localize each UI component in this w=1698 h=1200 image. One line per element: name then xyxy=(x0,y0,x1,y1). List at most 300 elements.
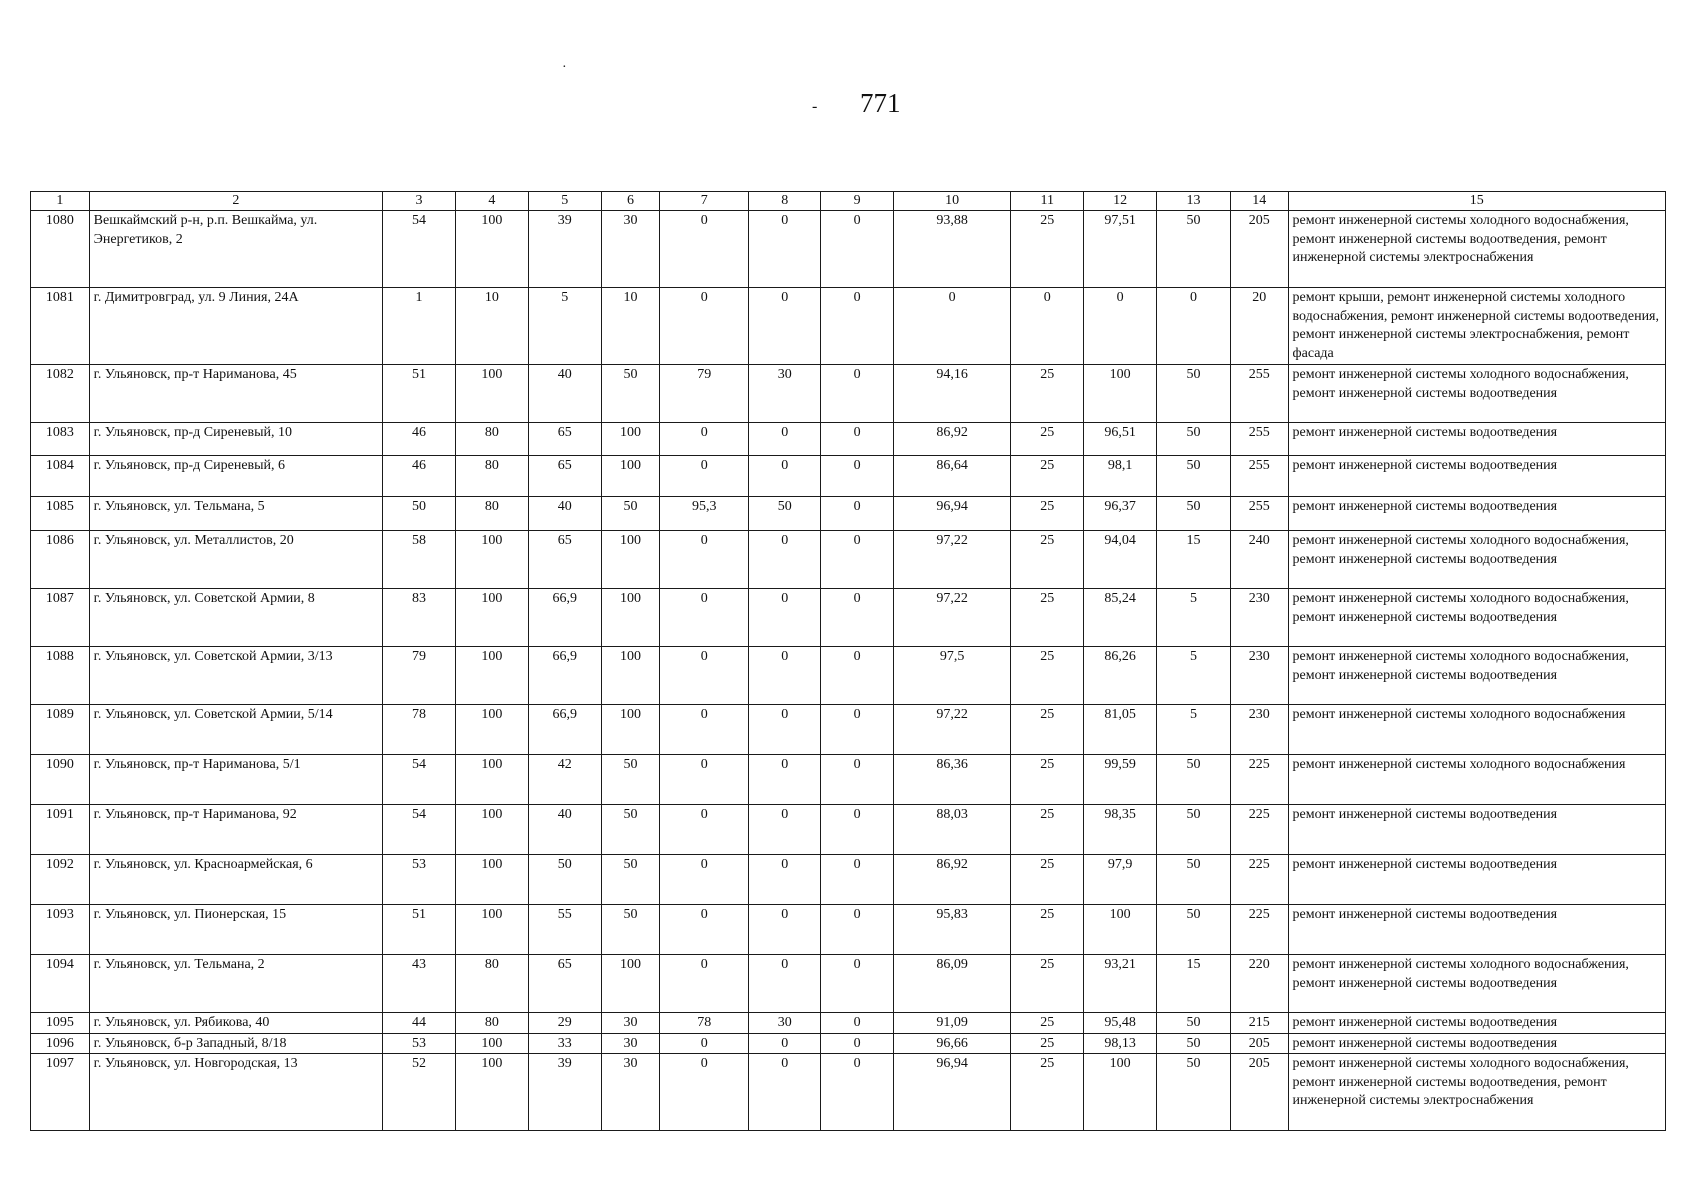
value-cell: 225 xyxy=(1230,855,1288,905)
row-number: 1086 xyxy=(31,531,90,589)
works-cell: ремонт инженерной системы водоотведения xyxy=(1288,1013,1665,1034)
value-cell: 0 xyxy=(821,456,894,497)
header-cell: 10 xyxy=(893,192,1010,211)
value-cell: 0 xyxy=(660,211,749,288)
row-number: 1091 xyxy=(31,805,90,855)
value-cell: 30 xyxy=(749,365,821,423)
value-cell: 39 xyxy=(528,211,601,288)
value-cell: 0 xyxy=(821,955,894,1013)
table-row xyxy=(31,288,1666,365)
value-cell: 0 xyxy=(749,423,821,456)
value-cell: 50 xyxy=(1157,1054,1231,1131)
header-cell: 9 xyxy=(821,192,894,211)
value-cell: 79 xyxy=(383,647,456,705)
address-cell: г. Ульяновск, ул. Металлистов, 20 xyxy=(89,531,382,589)
value-cell: 97,9 xyxy=(1084,855,1157,905)
value-cell: 53 xyxy=(383,855,456,905)
value-cell: 205 xyxy=(1230,1054,1288,1131)
value-cell: 0 xyxy=(821,1054,894,1131)
value-cell: 25 xyxy=(1011,647,1084,705)
value-cell: 83 xyxy=(383,589,456,647)
value-cell: 5 xyxy=(1157,589,1231,647)
header-cell: 8 xyxy=(749,192,821,211)
works-cell: ремонт инженерной системы холодного водоснабжения, ремонт инженерной системы водоотведения, ремонт инженерной системы электроснабжения xyxy=(1288,1054,1665,1131)
value-cell: 97,22 xyxy=(893,531,1010,589)
value-cell: 0 xyxy=(749,1054,821,1131)
value-cell: 225 xyxy=(1230,905,1288,955)
value-cell: 0 xyxy=(660,855,749,905)
value-cell: 25 xyxy=(1011,855,1084,905)
scan-speck: · xyxy=(562,60,567,75)
value-cell: 0 xyxy=(821,855,894,905)
value-cell: 0 xyxy=(821,905,894,955)
value-cell: 0 xyxy=(821,755,894,805)
value-cell: 20 xyxy=(1230,288,1288,365)
header-cell: 1 xyxy=(31,192,90,211)
row-number: 1082 xyxy=(31,365,90,423)
address-cell: г. Ульяновск, ул. Советской Армии, 3/13 xyxy=(89,647,382,705)
address-cell: г. Димитровград, ул. 9 Линия, 24А xyxy=(89,288,382,365)
value-cell: 25 xyxy=(1011,705,1084,755)
header-cell: 5 xyxy=(528,192,601,211)
works-cell: ремонт инженерной системы водоотведения xyxy=(1288,855,1665,905)
value-cell: 0 xyxy=(749,855,821,905)
table-row xyxy=(31,1033,1666,1054)
table-row xyxy=(31,365,1666,423)
table-row xyxy=(31,1054,1666,1131)
value-cell: 46 xyxy=(383,423,456,456)
value-cell: 0 xyxy=(1157,288,1231,365)
value-cell: 25 xyxy=(1011,1054,1084,1131)
value-cell: 55 xyxy=(528,905,601,955)
value-cell: 0 xyxy=(821,589,894,647)
value-cell: 65 xyxy=(528,456,601,497)
value-cell: 95,48 xyxy=(1084,1013,1157,1034)
works-cell: ремонт инженерной системы водоотведения xyxy=(1288,423,1665,456)
table-row xyxy=(31,905,1666,955)
value-cell: 54 xyxy=(383,755,456,805)
value-cell: 0 xyxy=(821,423,894,456)
value-cell: 255 xyxy=(1230,423,1288,456)
value-cell: 100 xyxy=(601,456,660,497)
value-cell: 0 xyxy=(660,423,749,456)
value-cell: 255 xyxy=(1230,497,1288,531)
value-cell: 93,21 xyxy=(1084,955,1157,1013)
row-number: 1089 xyxy=(31,705,90,755)
address-cell: г. Ульяновск, б-р Западный, 8/18 xyxy=(89,1033,382,1054)
address-cell: г. Ульяновск, ул. Советской Армии, 5/14 xyxy=(89,705,382,755)
value-cell: 0 xyxy=(821,705,894,755)
value-cell: 98,35 xyxy=(1084,805,1157,855)
value-cell: 0 xyxy=(1084,288,1157,365)
value-cell: 50 xyxy=(1157,497,1231,531)
value-cell: 98,13 xyxy=(1084,1033,1157,1054)
value-cell: 100 xyxy=(455,1033,528,1054)
works-cell: ремонт инженерной системы холодного водоснабжения, ремонт инженерной системы водоотведения, ремонт инженерной системы электроснабжения xyxy=(1288,211,1665,288)
value-cell: 80 xyxy=(455,423,528,456)
value-cell: 50 xyxy=(1157,1013,1231,1034)
value-cell: 66,9 xyxy=(528,647,601,705)
table-row xyxy=(31,497,1666,531)
value-cell: 54 xyxy=(383,805,456,855)
table-row xyxy=(31,531,1666,589)
address-cell: Вешкаймский р-н, р.п. Вешкайма, ул. Энергетиков, 2 xyxy=(89,211,382,288)
table-row xyxy=(31,589,1666,647)
value-cell: 0 xyxy=(660,1054,749,1131)
table-row xyxy=(31,423,1666,456)
address-cell: г. Ульяновск, пр-д Сиреневый, 10 xyxy=(89,423,382,456)
value-cell: 100 xyxy=(455,589,528,647)
header-cell: 15 xyxy=(1288,192,1665,211)
table-row xyxy=(31,955,1666,1013)
works-cell: ремонт инженерной системы холодного водоснабжения, ремонт инженерной системы водоотведения xyxy=(1288,589,1665,647)
works-cell: ремонт инженерной системы холодного водоснабжения xyxy=(1288,755,1665,805)
value-cell: 0 xyxy=(749,955,821,1013)
value-cell: 240 xyxy=(1230,531,1288,589)
value-cell: 50 xyxy=(1157,905,1231,955)
value-cell: 65 xyxy=(528,423,601,456)
value-cell: 50 xyxy=(383,497,456,531)
value-cell: 0 xyxy=(660,531,749,589)
value-cell: 0 xyxy=(660,456,749,497)
value-cell: 255 xyxy=(1230,456,1288,497)
value-cell: 25 xyxy=(1011,211,1084,288)
value-cell: 0 xyxy=(660,589,749,647)
value-cell: 91,09 xyxy=(893,1013,1010,1034)
value-cell: 66,9 xyxy=(528,589,601,647)
value-cell: 15 xyxy=(1157,955,1231,1013)
address-cell: г. Ульяновск, пр-д Сиреневый, 6 xyxy=(89,456,382,497)
value-cell: 46 xyxy=(383,456,456,497)
address-cell: г. Ульяновск, ул. Рябикова, 40 xyxy=(89,1013,382,1034)
value-cell: 50 xyxy=(601,905,660,955)
value-cell: 88,03 xyxy=(893,805,1010,855)
address-cell: г. Ульяновск, пр-т Нариманова, 92 xyxy=(89,805,382,855)
address-cell: г. Ульяновск, ул. Красноармейская, 6 xyxy=(89,855,382,905)
row-number: 1092 xyxy=(31,855,90,905)
value-cell: 58 xyxy=(383,531,456,589)
header-cell: 7 xyxy=(660,192,749,211)
table-row xyxy=(31,805,1666,855)
value-cell: 86,64 xyxy=(893,456,1010,497)
scan-dash: - xyxy=(812,98,818,115)
value-cell: 30 xyxy=(601,211,660,288)
value-cell: 230 xyxy=(1230,589,1288,647)
value-cell: 0 xyxy=(1011,288,1084,365)
value-cell: 97,51 xyxy=(1084,211,1157,288)
value-cell: 10 xyxy=(455,288,528,365)
table-row xyxy=(31,1013,1666,1034)
value-cell: 80 xyxy=(455,497,528,531)
value-cell: 220 xyxy=(1230,955,1288,1013)
value-cell: 50 xyxy=(528,855,601,905)
value-cell: 50 xyxy=(601,755,660,805)
value-cell: 96,94 xyxy=(893,497,1010,531)
value-cell: 50 xyxy=(601,365,660,423)
value-cell: 0 xyxy=(660,705,749,755)
value-cell: 0 xyxy=(749,589,821,647)
address-cell: г. Ульяновск, ул. Советской Армии, 8 xyxy=(89,589,382,647)
value-cell: 29 xyxy=(528,1013,601,1034)
value-cell: 0 xyxy=(821,497,894,531)
value-cell: 97,22 xyxy=(893,705,1010,755)
value-cell: 100 xyxy=(601,531,660,589)
value-cell: 0 xyxy=(821,1013,894,1034)
value-cell: 230 xyxy=(1230,647,1288,705)
value-cell: 25 xyxy=(1011,589,1084,647)
value-cell: 100 xyxy=(1084,365,1157,423)
value-cell: 25 xyxy=(1011,755,1084,805)
value-cell: 25 xyxy=(1011,365,1084,423)
value-cell: 50 xyxy=(1157,211,1231,288)
value-cell: 54 xyxy=(383,211,456,288)
value-cell: 0 xyxy=(893,288,1010,365)
value-cell: 0 xyxy=(749,905,821,955)
value-cell: 225 xyxy=(1230,805,1288,855)
value-cell: 100 xyxy=(455,531,528,589)
works-cell: ремонт инженерной системы холодного водоснабжения, ремонт инженерной системы водоотведения xyxy=(1288,531,1665,589)
value-cell: 95,83 xyxy=(893,905,1010,955)
value-cell: 100 xyxy=(455,755,528,805)
row-number: 1094 xyxy=(31,955,90,1013)
value-cell: 255 xyxy=(1230,365,1288,423)
table-row xyxy=(31,211,1666,288)
value-cell: 79 xyxy=(660,365,749,423)
value-cell: 100 xyxy=(455,647,528,705)
value-cell: 86,36 xyxy=(893,755,1010,805)
value-cell: 25 xyxy=(1011,456,1084,497)
value-cell: 205 xyxy=(1230,211,1288,288)
value-cell: 33 xyxy=(528,1033,601,1054)
works-cell: ремонт крыши, ремонт инженерной системы холодного водоснабжения, ремонт инженерной системы водоотведения, ремонт инженерной системы электроснабжения, ремонт фасада xyxy=(1288,288,1665,365)
address-cell: г. Ульяновск, ул. Тельмана, 2 xyxy=(89,955,382,1013)
value-cell: 51 xyxy=(383,905,456,955)
value-cell: 0 xyxy=(749,1033,821,1054)
value-cell: 100 xyxy=(601,705,660,755)
address-cell: г. Ульяновск, ул. Новгородская, 13 xyxy=(89,1054,382,1131)
value-cell: 1 xyxy=(383,288,456,365)
row-number: 1096 xyxy=(31,1033,90,1054)
row-number: 1085 xyxy=(31,497,90,531)
address-cell: г. Ульяновск, ул. Тельмана, 5 xyxy=(89,497,382,531)
value-cell: 100 xyxy=(455,905,528,955)
value-cell: 95,3 xyxy=(660,497,749,531)
value-cell: 50 xyxy=(1157,805,1231,855)
value-cell: 78 xyxy=(660,1013,749,1034)
table-row xyxy=(31,855,1666,905)
value-cell: 100 xyxy=(455,805,528,855)
value-cell: 100 xyxy=(455,855,528,905)
table-row xyxy=(31,755,1666,805)
value-cell: 25 xyxy=(1011,497,1084,531)
value-cell: 65 xyxy=(528,531,601,589)
value-cell: 50 xyxy=(749,497,821,531)
header-row xyxy=(31,192,1666,211)
value-cell: 86,92 xyxy=(893,423,1010,456)
value-cell: 215 xyxy=(1230,1013,1288,1034)
value-cell: 94,16 xyxy=(893,365,1010,423)
value-cell: 0 xyxy=(660,755,749,805)
value-cell: 50 xyxy=(601,855,660,905)
value-cell: 40 xyxy=(528,805,601,855)
value-cell: 50 xyxy=(1157,855,1231,905)
header-cell: 13 xyxy=(1157,192,1231,211)
value-cell: 42 xyxy=(528,755,601,805)
value-cell: 80 xyxy=(455,955,528,1013)
value-cell: 40 xyxy=(528,497,601,531)
works-cell: ремонт инженерной системы холодного водоснабжения xyxy=(1288,705,1665,755)
value-cell: 100 xyxy=(601,589,660,647)
value-cell: 0 xyxy=(749,647,821,705)
value-cell: 5 xyxy=(1157,705,1231,755)
value-cell: 53 xyxy=(383,1033,456,1054)
header-cell: 12 xyxy=(1084,192,1157,211)
value-cell: 93,88 xyxy=(893,211,1010,288)
row-number: 1088 xyxy=(31,647,90,705)
value-cell: 0 xyxy=(660,647,749,705)
row-number: 1084 xyxy=(31,456,90,497)
value-cell: 0 xyxy=(821,365,894,423)
works-cell: ремонт инженерной системы водоотведения xyxy=(1288,905,1665,955)
value-cell: 0 xyxy=(821,805,894,855)
value-cell: 100 xyxy=(1084,1054,1157,1131)
header-cell: 6 xyxy=(601,192,660,211)
row-number: 1087 xyxy=(31,589,90,647)
value-cell: 30 xyxy=(749,1013,821,1034)
row-number: 1090 xyxy=(31,755,90,805)
value-cell: 80 xyxy=(455,456,528,497)
header-cell: 2 xyxy=(89,192,382,211)
value-cell: 65 xyxy=(528,955,601,1013)
value-cell: 0 xyxy=(749,805,821,855)
value-cell: 100 xyxy=(601,423,660,456)
data-table xyxy=(30,191,1666,1131)
value-cell: 96,94 xyxy=(893,1054,1010,1131)
value-cell: 40 xyxy=(528,365,601,423)
address-cell: г. Ульяновск, ул. Пионерская, 15 xyxy=(89,905,382,955)
value-cell: 0 xyxy=(660,288,749,365)
value-cell: 50 xyxy=(1157,456,1231,497)
value-cell: 97,22 xyxy=(893,589,1010,647)
row-number: 1080 xyxy=(31,211,90,288)
value-cell: 0 xyxy=(660,1033,749,1054)
value-cell: 15 xyxy=(1157,531,1231,589)
value-cell: 81,05 xyxy=(1084,705,1157,755)
value-cell: 25 xyxy=(1011,955,1084,1013)
value-cell: 25 xyxy=(1011,1013,1084,1034)
value-cell: 0 xyxy=(821,288,894,365)
value-cell: 0 xyxy=(749,288,821,365)
value-cell: 85,24 xyxy=(1084,589,1157,647)
value-cell: 96,66 xyxy=(893,1033,1010,1054)
header-cell: 3 xyxy=(383,192,456,211)
value-cell: 100 xyxy=(455,211,528,288)
table-row xyxy=(31,456,1666,497)
value-cell: 0 xyxy=(749,456,821,497)
value-cell: 100 xyxy=(601,955,660,1013)
works-cell: ремонт инженерной системы водоотведения xyxy=(1288,497,1665,531)
value-cell: 0 xyxy=(821,1033,894,1054)
value-cell: 0 xyxy=(749,211,821,288)
value-cell: 98,1 xyxy=(1084,456,1157,497)
value-cell: 99,59 xyxy=(1084,755,1157,805)
address-cell: г. Ульяновск, пр-т Нариманова, 45 xyxy=(89,365,382,423)
value-cell: 100 xyxy=(601,647,660,705)
value-cell: 50 xyxy=(1157,755,1231,805)
value-cell: 51 xyxy=(383,365,456,423)
value-cell: 78 xyxy=(383,705,456,755)
value-cell: 80 xyxy=(455,1013,528,1034)
works-cell: ремонт инженерной системы водоотведения xyxy=(1288,456,1665,497)
value-cell: 100 xyxy=(455,705,528,755)
value-cell: 0 xyxy=(821,531,894,589)
value-cell: 25 xyxy=(1011,531,1084,589)
value-cell: 0 xyxy=(821,211,894,288)
value-cell: 0 xyxy=(660,805,749,855)
header-cell: 14 xyxy=(1230,192,1288,211)
value-cell: 25 xyxy=(1011,805,1084,855)
value-cell: 225 xyxy=(1230,755,1288,805)
value-cell: 5 xyxy=(1157,647,1231,705)
value-cell: 86,26 xyxy=(1084,647,1157,705)
value-cell: 44 xyxy=(383,1013,456,1034)
value-cell: 0 xyxy=(660,905,749,955)
value-cell: 5 xyxy=(528,288,601,365)
value-cell: 0 xyxy=(660,955,749,1013)
header-cell: 11 xyxy=(1011,192,1084,211)
value-cell: 30 xyxy=(601,1033,660,1054)
table-row xyxy=(31,647,1666,705)
value-cell: 66,9 xyxy=(528,705,601,755)
value-cell: 50 xyxy=(601,805,660,855)
row-number: 1097 xyxy=(31,1054,90,1131)
value-cell: 25 xyxy=(1011,905,1084,955)
table-row xyxy=(31,705,1666,755)
value-cell: 97,5 xyxy=(893,647,1010,705)
value-cell: 96,51 xyxy=(1084,423,1157,456)
value-cell: 50 xyxy=(1157,423,1231,456)
value-cell: 43 xyxy=(383,955,456,1013)
value-cell: 100 xyxy=(1084,905,1157,955)
value-cell: 50 xyxy=(601,497,660,531)
value-cell: 96,37 xyxy=(1084,497,1157,531)
address-cell: г. Ульяновск, пр-т Нариманова, 5/1 xyxy=(89,755,382,805)
value-cell: 50 xyxy=(1157,1033,1231,1054)
value-cell: 30 xyxy=(601,1013,660,1034)
works-cell: ремонт инженерной системы водоотведения xyxy=(1288,805,1665,855)
value-cell: 0 xyxy=(749,705,821,755)
row-number: 1083 xyxy=(31,423,90,456)
value-cell: 0 xyxy=(821,647,894,705)
value-cell: 25 xyxy=(1011,1033,1084,1054)
value-cell: 25 xyxy=(1011,423,1084,456)
value-cell: 230 xyxy=(1230,705,1288,755)
value-cell: 30 xyxy=(601,1054,660,1131)
page-number: 771 xyxy=(860,88,901,118)
value-cell: 86,92 xyxy=(893,855,1010,905)
value-cell: 39 xyxy=(528,1054,601,1131)
row-number: 1081 xyxy=(31,288,90,365)
value-cell: 0 xyxy=(749,531,821,589)
value-cell: 10 xyxy=(601,288,660,365)
value-cell: 0 xyxy=(749,755,821,805)
works-cell: ремонт инженерной системы водоотведения xyxy=(1288,1033,1665,1054)
value-cell: 100 xyxy=(455,365,528,423)
works-cell: ремонт инженерной системы холодного водоснабжения, ремонт инженерной системы водоотведения xyxy=(1288,647,1665,705)
row-number: 1093 xyxy=(31,905,90,955)
value-cell: 94,04 xyxy=(1084,531,1157,589)
value-cell: 100 xyxy=(455,1054,528,1131)
